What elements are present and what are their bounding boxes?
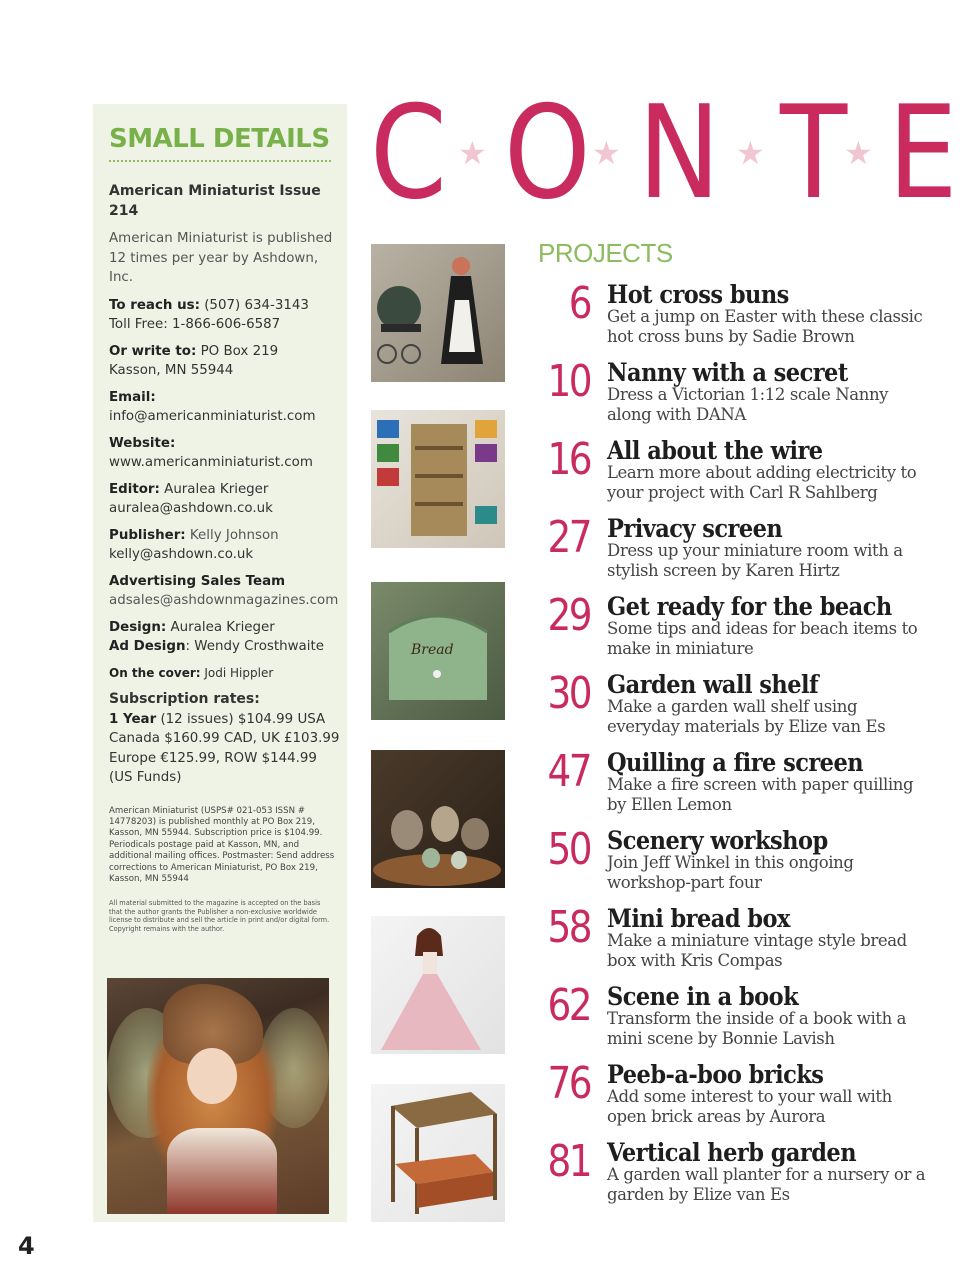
project-entry[interactable]: [540, 902, 960, 986]
project-description: Some tips and ideas for beach items to make in miniature: [607, 619, 918, 658]
sidebar-title: SMALL DETAILS: [109, 124, 330, 154]
thumb-bread-box: [371, 582, 505, 720]
write-address-1: PO Box 219: [200, 343, 279, 359]
rates-line-2: Canada $160.99 CAD, UK £103.99: [109, 731, 340, 746]
project-page-number: 62: [547, 980, 590, 1031]
project-entry[interactable]: [540, 980, 960, 1064]
design-block: [109, 618, 341, 657]
reach-phone: (507) 634-3143: [204, 297, 309, 313]
project-entry[interactable]: [540, 746, 960, 830]
project-title[interactable]: Mini bread box: [607, 904, 790, 933]
thumb-victorian-doll: [371, 916, 505, 1054]
small-details-sidebar: [93, 104, 347, 1222]
thumb-nanny-doll: [371, 244, 505, 382]
contents-heading: [370, 79, 964, 228]
design-label: Design:: [109, 619, 167, 635]
heading-letter-e: E: [888, 79, 958, 228]
project-title[interactable]: Scene in a book: [607, 982, 799, 1011]
email-link[interactable]: info@americanminiaturist.com: [109, 409, 316, 424]
fairy-dress: [167, 1128, 277, 1214]
project-title[interactable]: Garden wall shelf: [607, 670, 819, 699]
publisher-email[interactable]: kelly@ashdown.co.uk: [109, 547, 254, 562]
project-title[interactable]: Get ready for the beach: [607, 592, 892, 621]
ad-sales-label: Advertising Sales Team: [109, 573, 286, 589]
project-page-number: 10: [547, 356, 590, 407]
editor-label: Editor:: [109, 481, 160, 497]
rates-title: Subscription rates:: [109, 691, 260, 707]
project-description: Make a garden wall shelf using everyday materials by Elize van Es: [607, 697, 886, 736]
project-description: Dress up your miniature room with a stylish screen by Karen Hirtz: [607, 541, 903, 580]
project-page-number: 16: [547, 434, 590, 485]
ad-design-label: Ad Design: [109, 639, 186, 654]
website-label: Website:: [109, 435, 176, 451]
project-page-number: 29: [547, 590, 590, 641]
sidebar-body: [109, 182, 341, 933]
thumb-pottery: [371, 750, 505, 888]
project-entry[interactable]: [540, 668, 960, 752]
project-page-number: 47: [547, 746, 590, 797]
editor-email[interactable]: auralea@ashdown.co.uk: [109, 501, 273, 516]
project-entry[interactable]: [540, 1136, 960, 1220]
contact-phone: [109, 296, 341, 335]
project-title[interactable]: Hot cross buns: [607, 280, 789, 309]
project-page-number: 76: [547, 1058, 590, 1109]
project-page-number: 6: [568, 278, 590, 329]
project-entry[interactable]: [540, 356, 960, 440]
rates-year: 1 Year: [109, 711, 157, 727]
heading-letter-n: N: [638, 79, 721, 228]
publisher-label: Publisher:: [109, 527, 186, 543]
fairy-face: [187, 1048, 237, 1104]
project-description: Add some interest to your wall with open brick areas by Aurora: [607, 1087, 892, 1126]
star-icon: ★: [592, 134, 621, 172]
publisher-name: Kelly Johnson: [189, 527, 279, 543]
project-title[interactable]: Scenery workshop: [607, 826, 828, 855]
project-title[interactable]: Privacy screen: [607, 514, 783, 543]
project-page-number: 50: [547, 824, 590, 875]
project-description: A garden wall planter for a nursery or a garden by Elize van Es: [607, 1165, 926, 1204]
project-page-number: 27: [547, 512, 590, 563]
rates-line-1: (12 issues) $104.99 USA: [160, 711, 326, 727]
heading-letter-o: O: [504, 79, 591, 228]
website-link[interactable]: www.americanminiaturist.com: [109, 455, 313, 470]
project-title[interactable]: Quilling a fire screen: [607, 748, 864, 777]
page-number: 4: [18, 1232, 35, 1260]
sidebar-divider: [109, 160, 331, 162]
write-label: Or write to:: [109, 343, 197, 359]
editor-name: Auralea Krieger: [164, 481, 269, 497]
project-entry[interactable]: [540, 434, 960, 518]
ad-sales-email[interactable]: adsales@ashdownmagazines.com: [109, 593, 339, 608]
project-entry[interactable]: [540, 824, 960, 908]
cover-label: On the cover:: [109, 665, 201, 680]
project-entry[interactable]: [540, 1058, 960, 1142]
project-title[interactable]: All about the wire: [607, 436, 823, 465]
contact-website: [109, 434, 341, 473]
cover-name: Jodi Hippler: [204, 665, 274, 680]
contact-email: [109, 388, 341, 427]
contact-address: [109, 342, 341, 381]
star-icon: ★: [736, 134, 765, 172]
subscription-rates: [109, 690, 341, 788]
toll-free: Toll Free: 1-866-606-6587: [109, 317, 281, 332]
project-description: Transform the inside of a book with a mini scene by Bonnie Lavish: [607, 1009, 907, 1048]
ad-design-name: : Wendy Crosthwaite: [185, 639, 324, 654]
editor-block: [109, 480, 341, 519]
write-address-2: Kasson, MN 55944: [109, 363, 234, 378]
intro-text: American Miniaturist is published 12 times per year by Ashdown, Inc.: [109, 231, 333, 285]
project-description: Get a jump on Easter with these classic hot cross buns by Sadie Brown: [607, 307, 923, 346]
star-icon: ★: [844, 134, 873, 172]
reach-label: To reach us:: [109, 297, 200, 313]
ad-sales-block: [109, 572, 341, 611]
project-description: Make a fire screen with paper quilling by Ellen Lemon: [607, 775, 914, 814]
rates-line-4: (US Funds): [109, 770, 182, 785]
publisher-block: [109, 526, 341, 565]
rates-line-3: Europe €125.99, ROW $144.99: [109, 750, 317, 766]
project-entry[interactable]: [540, 590, 960, 674]
issue-line: American Miniaturist Issue 214: [109, 183, 321, 219]
star-icon: ★: [458, 134, 487, 172]
project-page-number: 30: [547, 668, 590, 719]
cover-credit: [109, 664, 341, 684]
cover-fairy-photo: [107, 978, 329, 1214]
project-title[interactable]: Vertical herb garden: [607, 1138, 857, 1167]
thumb-paint-shelf: [371, 410, 505, 548]
thumb-canopy-bed: [371, 1084, 505, 1222]
projects-section-label: PROJECTS: [538, 238, 673, 268]
svg-text:Bread: Bread: [411, 642, 454, 658]
project-description: Learn more about adding electricity to your project with Carl R Sahlberg: [607, 463, 917, 502]
project-description: Dress a Victorian 1:12 scale Nanny along with DANA: [607, 385, 889, 424]
publication-fine-print: American Miniaturist (USPS# 021-053 ISSN # 14778203) is published monthly at PO Box 219, Kasson, MN 55944. Subscription price is $104.99. Periodicals postage paid at Kasson, MN, and additional mailing offices. Postmaster: Send address corrections to American Miniaturist, PO Box 219, Kasson, MN 55944: [109, 805, 335, 884]
project-title[interactable]: Nanny with a secret: [607, 358, 848, 387]
copyright-fine-print: All material submitted to the magazine is accepted on the basis that the author grants the Publisher a non-exclusive worldwide license to distribute and sell the article in print and/or digital form. Copyright remains with the author.: [109, 899, 330, 933]
email-label: Email:: [109, 389, 156, 405]
project-entry[interactable]: [540, 278, 960, 362]
project-entry[interactable]: [540, 512, 960, 596]
project-page-number: 58: [547, 902, 590, 953]
heading-letter-t: T: [780, 79, 848, 228]
design-name: Auralea Krieger: [170, 619, 275, 635]
project-title[interactable]: Peeb-a-boo bricks: [607, 1060, 824, 1089]
project-page-number: 81: [547, 1136, 590, 1187]
heading-letter-c: C: [370, 79, 447, 228]
project-description: Make a miniature vintage style bread box with Kris Compas: [607, 931, 907, 970]
project-description: Join Jeff Winkel in this ongoing workshop-part four: [607, 853, 854, 892]
